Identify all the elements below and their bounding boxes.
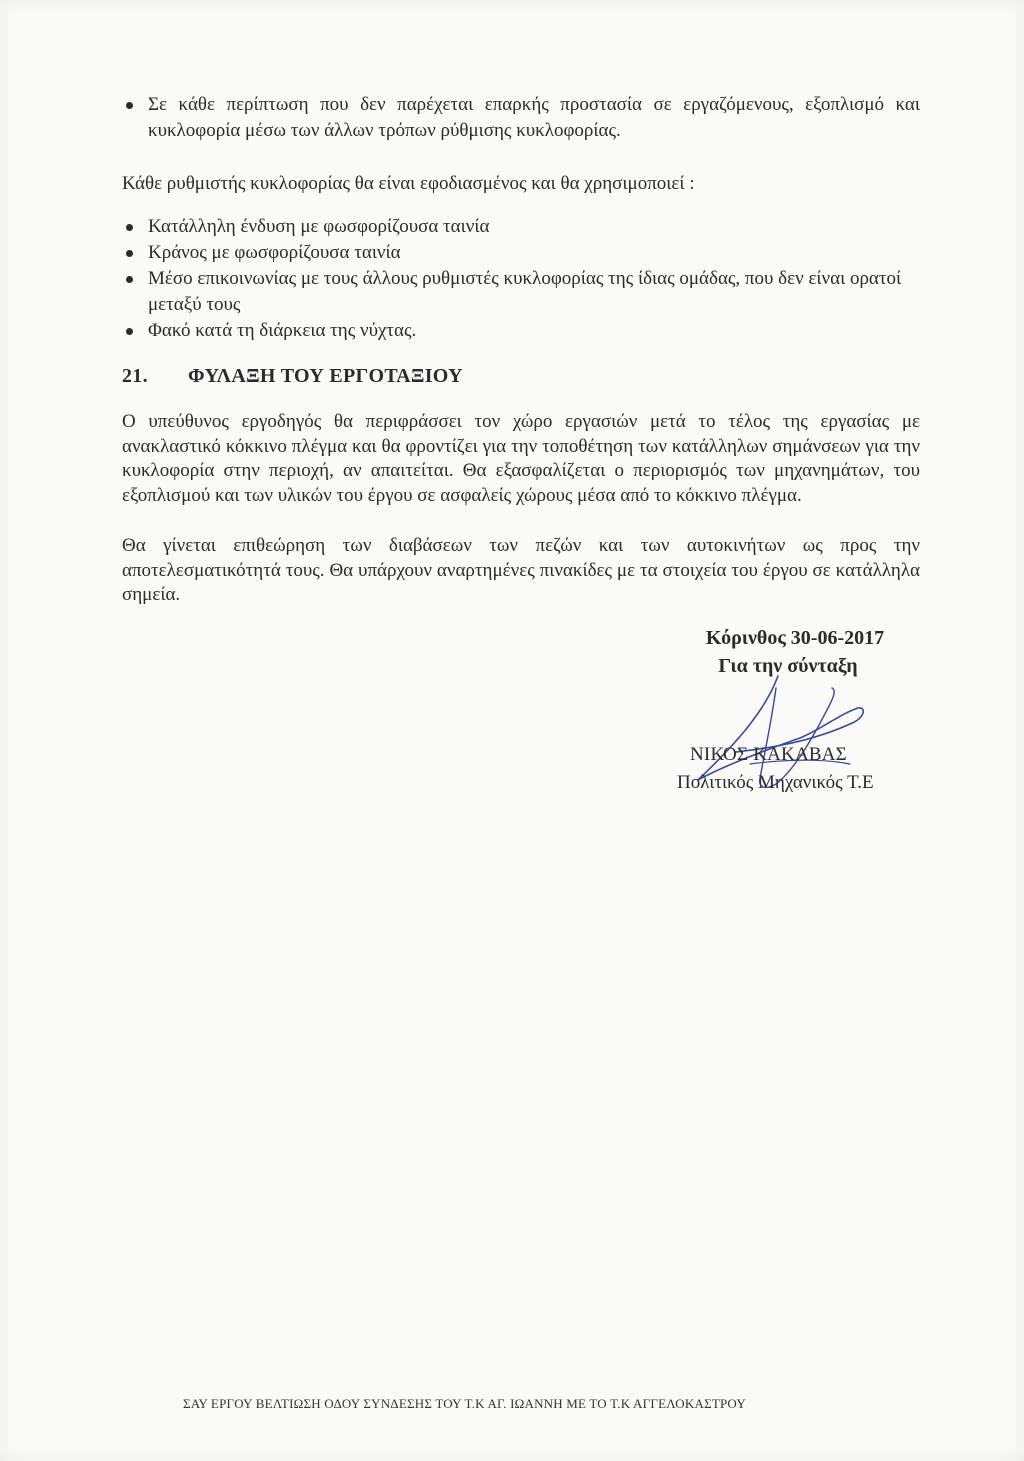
list-item-text: Κράνος με φωσφορίζουσα ταινία xyxy=(148,242,401,263)
body-paragraph-1: Ο υπεύθυνος εργοδηγός θα περιφράσσει τον χώρο εργασιών μετά το τέλος της εργασίας με ανακλαστικό κόκκινο πλέγμα και θα φροντίζει για την τοποθέτηση των κατάλληλων σημάνσεων για την κυκλοφορία στην περιοχή, αν απαιτείται. Θα εξασφαλίζεται ο περιορισμός των μηχανημάτων, του εξοπλισμού και των υλικών του έργου σε ασφαλείς χώρους μέσα από το κόκκινο πλέγμα. xyxy=(122,411,920,506)
equipment-list xyxy=(120,214,920,344)
bullet-icon xyxy=(126,224,133,231)
top-bullet-list xyxy=(120,92,920,144)
bullet-icon xyxy=(126,250,133,257)
list-item-text: Κατάλληλη ένδυση με φωσφορίζουσα ταινία xyxy=(148,216,490,237)
list-item-text: Μέσο επικοινωνίας με τους άλλους ρυθμιστές κυκλοφορίας της ίδιας ομάδας, που δεν είναι ορατοί μεταξύ τους xyxy=(148,268,902,315)
section-number: 21. xyxy=(122,365,148,387)
bullet-icon xyxy=(126,102,133,109)
list-item-text: Φακό κατά τη διάρκεια της νύχτας. xyxy=(148,320,417,341)
list-item xyxy=(120,92,920,144)
list-item-text: Σε κάθε περίπτωση που δεν παρέχεται επαρκής προστασία σε εργαζόμενους, εξοπλισμό και κυκλοφορία μέσω των άλλων τρόπων ρύθμισης κυκλοφορίας. xyxy=(148,94,920,141)
bullet-icon xyxy=(126,328,133,335)
section-heading xyxy=(122,365,463,388)
bullet-icon xyxy=(126,276,133,283)
signature-for-label: Για την σύνταξη xyxy=(718,655,858,677)
equipment-intro: Κάθε ρυθμιστής κυκλοφορίας θα είναι εφοδιασμένος και θα χρησιμοποιεί : xyxy=(122,173,695,194)
list-item xyxy=(120,214,920,240)
list-item xyxy=(120,266,920,318)
page-footer: ΣΑΥ ΕΡΓΟΥ ΒΕΛΤΙΩΣΗ ΟΔΟΥ ΣΥΝΔΕΣΗΣ ΤΟΥ Τ.Κ ΑΓ. ΙΩΑΝΝΗ ΜΕ ΤΟ Τ.Κ ΑΓΓΕΛΟΚΑΣΤΡΟΥ xyxy=(183,1396,746,1411)
place-date: Κόρινθος 30-06-2017 xyxy=(705,627,885,649)
body-paragraph-2: Θα γίνεται επιθεώρηση των διαβάσεων των πεζών και των αυτοκινήτων ως προς την αποτελεσματικότητά τους. Θα υπάρχουν αναρτημένες πινακίδες με τα στοιχεία του έργου σε κατάλληλα σημεία. xyxy=(122,535,920,605)
signatory-role: Πολιτικός Μηχανικός Τ.Ε xyxy=(677,772,874,793)
list-item xyxy=(120,240,920,266)
section-title: ΦΥΛΑΞΗ ΤΟΥ ΕΡΓΟΤΑΞΙΟΥ xyxy=(188,365,463,387)
signatory-name: ΝΙΚΟΣ ΚΑΚΑΒΑΣ xyxy=(690,744,847,765)
list-item xyxy=(120,318,920,344)
